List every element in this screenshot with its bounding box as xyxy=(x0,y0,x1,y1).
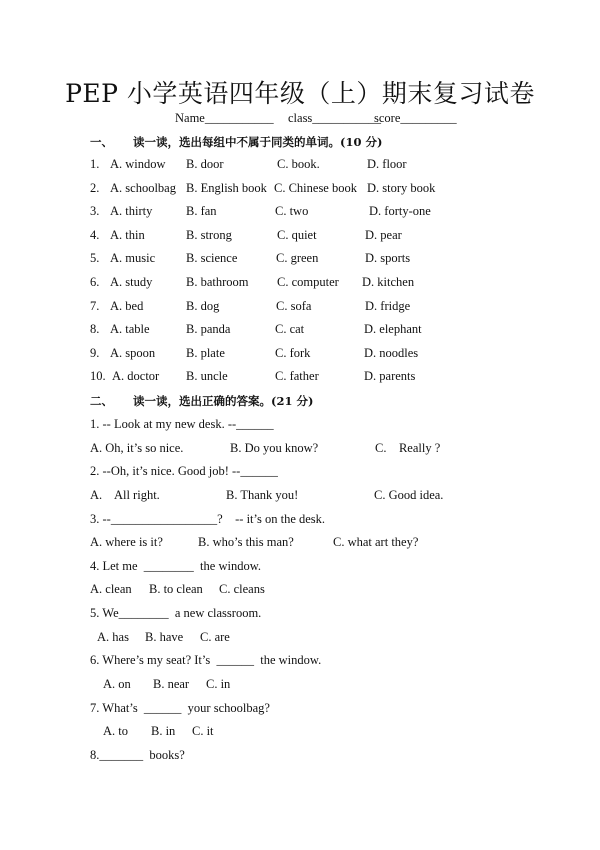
s1-q5-option-b: B. science xyxy=(186,251,238,265)
s1-q2-option-b: B. English book xyxy=(186,181,267,195)
s1-q6-option-c: C. computer xyxy=(277,275,339,289)
s1-q4-option-a: A. thin xyxy=(110,228,145,242)
s1-q7-option-b: B. dog xyxy=(186,299,220,313)
s1-q7-option-d: D. fridge xyxy=(365,299,411,313)
q7-option-a: A. to xyxy=(103,724,128,738)
section2-instruction: 读一读，选出正确的答案。(21 分) xyxy=(133,394,314,408)
q2-option-a: A. All right. xyxy=(90,488,160,502)
s1-q2-option-c: C. Chinese book xyxy=(274,181,357,195)
s1-q6-option-a: A. study xyxy=(110,275,153,289)
q5-option-c: C. are xyxy=(200,630,230,644)
s1-q10-option-a: A. doctor xyxy=(112,369,160,383)
section1-instruction: 读一读，选出每组中不属于同类的单词。(10 分) xyxy=(133,135,383,149)
s1-q3-option-c: C. two xyxy=(275,204,309,218)
section2-number: 二、 xyxy=(90,394,113,408)
question-7: 7. What’s ______ your schoolbag? xyxy=(90,701,270,715)
s1-q9-item-number: 9. xyxy=(90,346,100,360)
question-1: 1. -- Look at my new desk. --______ xyxy=(90,417,274,431)
s1-q2-option-a: A. schoolbag xyxy=(110,181,176,195)
s1-q10-option-d: D. parents xyxy=(364,369,416,383)
s1-q5-option-c: C. green xyxy=(276,251,319,265)
q3-option-b: B. who’s this man? xyxy=(198,535,294,549)
s1-q4-option-d: D. pear xyxy=(365,228,402,242)
q7-option-c: C. it xyxy=(192,724,214,738)
s1-q10-item-number: 10. xyxy=(90,369,106,383)
s1-q7-option-c: C. sofa xyxy=(276,299,312,313)
q3-option-a: A. where is it? xyxy=(90,535,163,549)
question-8: 8._______ books? xyxy=(90,748,185,762)
s1-q8-option-a: A. table xyxy=(110,322,150,336)
s1-q1-option-a: A. window xyxy=(110,157,166,171)
page-title: PEP 小学英语四年级（上）期末复习试卷 xyxy=(65,79,535,108)
q7-option-b: B. in xyxy=(151,724,176,738)
q6-option-a: A. on xyxy=(103,677,131,691)
score-field: score_________ xyxy=(374,111,457,125)
q4-option-c: C. cleans xyxy=(219,582,265,596)
s1-q6-option-d: D. kitchen xyxy=(362,275,415,289)
s1-q4-option-c: C. quiet xyxy=(277,228,317,242)
s1-q3-item-number: 3. xyxy=(90,204,100,218)
s1-q4-option-b: B. strong xyxy=(186,228,232,242)
q4-option-b: B. to clean xyxy=(149,582,203,596)
s1-q3-option-b: B. fan xyxy=(186,204,217,218)
s1-q9-option-a: A. spoon xyxy=(110,346,156,360)
question-4: 4. Let me ________ the window. xyxy=(90,559,262,573)
question-3: 3. --_________________? -- it’s on the desk. xyxy=(90,512,326,526)
q5-option-a: A. has xyxy=(97,630,129,644)
s1-q9-option-d: D. noodles xyxy=(364,346,419,360)
q6-option-c: C. in xyxy=(206,677,231,691)
q4-option-a: A. clean xyxy=(90,582,132,596)
s1-q8-option-d: D. elephant xyxy=(364,322,422,336)
s1-q3-option-d: D. forty-one xyxy=(369,204,431,218)
q2-option-b: B. Thank you! xyxy=(226,488,299,502)
s1-q1-option-d: D. floor xyxy=(367,157,407,171)
s1-q6-item-number: 6. xyxy=(90,275,100,289)
s1-q8-option-b: B. panda xyxy=(186,322,231,336)
s1-q10-option-b: B. uncle xyxy=(186,369,228,383)
s1-q1-option-c: C. book. xyxy=(277,157,320,171)
s1-q1-item-number: 1. xyxy=(90,157,100,171)
section1-number: 一、 xyxy=(90,135,113,149)
s1-q9-option-b: B. plate xyxy=(186,346,225,360)
q1-option-c: C. Really ? xyxy=(375,441,441,455)
s1-q5-option-a: A. music xyxy=(110,251,156,265)
s1-q7-item-number: 7. xyxy=(90,299,100,313)
q6-option-b: B. near xyxy=(153,677,190,691)
s1-q8-item-number: 8. xyxy=(90,322,100,336)
s1-q6-option-b: B. bathroom xyxy=(186,275,249,289)
q2-option-c: C. Good idea. xyxy=(374,488,444,502)
s1-q9-option-c: C. fork xyxy=(275,346,311,360)
q5-option-b: B. have xyxy=(145,630,184,644)
s1-q7-option-a: A. bed xyxy=(110,299,144,313)
q3-option-c: C. what art they? xyxy=(333,535,419,549)
question-5: 5. We________ a new classroom. xyxy=(90,606,262,620)
s1-q8-option-c: C. cat xyxy=(275,322,305,336)
question-2: 2. --Oh, it’s nice. Good job! --______ xyxy=(90,464,278,478)
s1-q3-option-a: A. thirty xyxy=(110,204,153,218)
s1-q5-option-d: D. sports xyxy=(365,251,411,265)
q1-option-b: B. Do you know? xyxy=(230,441,319,455)
class-field: class___________ xyxy=(288,111,382,125)
s1-q1-option-b: B. door xyxy=(186,157,224,171)
s1-q10-option-c: C. father xyxy=(275,369,319,383)
question-6: 6. Where’s my seat? It’s ______ the window. xyxy=(90,653,322,667)
name-field: Name___________ xyxy=(175,111,274,125)
s1-q2-item-number: 2. xyxy=(90,181,100,195)
s1-q4-item-number: 4. xyxy=(90,228,100,242)
s1-q5-item-number: 5. xyxy=(90,251,100,265)
s1-q2-option-d: D. story book xyxy=(367,181,436,195)
q1-option-a: A. Oh, it’s so nice. xyxy=(90,441,184,455)
